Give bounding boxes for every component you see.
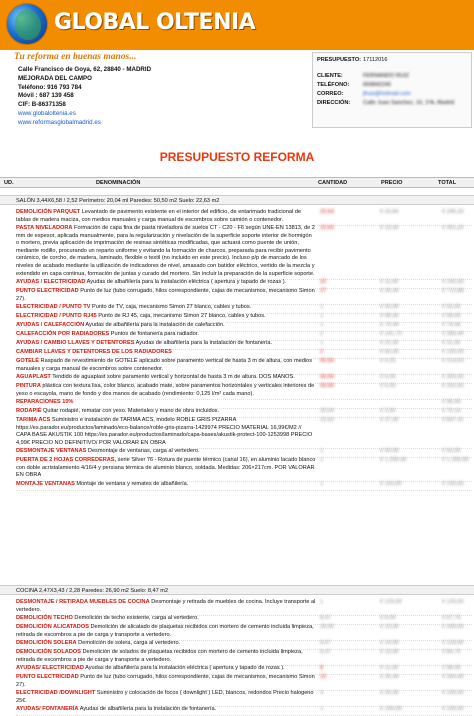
item-code: ELECTRICIDAD / PUNTO RJ45 <box>16 313 97 319</box>
budget-value: 17112016 <box>363 57 388 63</box>
table-row <box>16 349 316 357</box>
email-value: jfruiz@hotmail.com <box>363 91 411 97</box>
item-qty: 50,50 <box>320 383 334 389</box>
table-row <box>16 279 316 287</box>
company-link-2[interactable]: www.reformasglobalmadrid.es <box>18 118 101 126</box>
budget-label: PRESUPUESTO: <box>317 57 362 63</box>
table-row <box>16 288 316 303</box>
item-code: DESMONTAJE / RETIRADA MUEBLES DE COCINA <box>16 599 150 605</box>
item-price: € 8,00 <box>380 615 396 621</box>
item-qty: 22 <box>320 279 327 285</box>
item-code: RODAPIÉ <box>16 408 42 414</box>
col-total: TOTAL <box>438 180 457 186</box>
item-price: € 5,00 <box>380 383 396 389</box>
item-qty: 27 <box>320 288 327 294</box>
item-qty: 22,63 <box>320 209 334 215</box>
table-row <box>16 408 316 416</box>
item-qty: 1 <box>320 313 324 319</box>
item-total: € 70,14 <box>442 408 461 414</box>
client-label: CLIENTE: <box>317 73 343 79</box>
item-total: € 451,02 <box>442 225 464 231</box>
item-total: € 120,00 <box>442 349 464 355</box>
item-code: ELECTRICIDAD /DOWNLIGHT <box>16 690 96 696</box>
table-row <box>16 399 316 407</box>
item-qty: 1 <box>320 304 324 310</box>
company-cif: CIF: B-86371358 <box>18 101 66 109</box>
item-price: € 68,00 <box>380 313 399 319</box>
table-row <box>16 448 316 456</box>
company-address-1: Calle Francisco de Goya, 62, 28840 - MADRID <box>18 66 152 73</box>
item-price: € 10,00 <box>380 624 399 630</box>
item-code: CAMBIAR LLAVES Y DETENTORES DE LOS RADIADORES <box>16 349 172 355</box>
item-description: Suministro y colocación de focos ( downlight ) LED, blancos, redondos Precio halogeno 25€. <box>16 690 314 704</box>
item-price: € 55,00 <box>380 304 399 310</box>
table-row <box>16 374 316 382</box>
item-code: DEMOLICIÓN SOLADOS <box>16 649 81 655</box>
table-row <box>16 322 316 330</box>
item-price: € 37,00 <box>380 417 399 423</box>
item-qty: 22,63 <box>320 417 334 423</box>
item-total: € 303,00 <box>442 374 464 380</box>
table-row <box>16 706 316 714</box>
item-description: Punto de TV, caja, mecanismo Simon 27 blanco, cables y tubos. <box>90 304 252 310</box>
item-description: Raspado de revestimiento de GOTELÉ aplicado sobre paramento vertical de hasta 3 m de altura, con medios manuales y carga manual de escombros sobre contenedor. <box>16 358 312 372</box>
item-total: € 150,00 <box>442 481 464 487</box>
table-row <box>16 304 316 312</box>
table-row <box>16 615 316 623</box>
item-total: € 245,32 <box>442 209 464 215</box>
item-price: € 4,25 <box>380 358 396 364</box>
section-salon <box>0 195 474 205</box>
table-row <box>16 457 316 480</box>
item-description: plástica con textura lisa, color blanco, acabado mate, sobre paramentos horizontales y verticales interiores de yeso o escayola, mano de fondo y dos manos de acabado (rendimiento: 0,125 l/m² cada mano). <box>16 383 315 397</box>
item-total: € 50,00 <box>442 448 461 454</box>
table-row <box>16 313 316 321</box>
item-qty: 8,47 <box>320 649 331 655</box>
item-description: Punto de luz (tubo corrugado, hilos correspondiente, cajas de mecanismos, mecanismo Simon 27). <box>16 674 315 688</box>
col-name: DENOMINACIÓN <box>96 180 141 186</box>
item-description: Demolición de solera, carga al vertedero. <box>76 640 181 646</box>
item-total: € 67,76 <box>442 615 461 621</box>
item-description: Demolición de techo existente, carga al vertedero. <box>72 615 199 621</box>
item-description: Ayudas de albañilería para la instalación eléctrica ( apertura y tapado de rozas ). <box>83 665 285 671</box>
item-qty: 2 <box>320 331 324 337</box>
item-code: AYUDAS / CAMBIO LLAVES Y DETENTORES <box>16 340 135 346</box>
page-title: PRESUPUESTO REFORMA <box>159 150 315 164</box>
item-code: AYUDAS / CALEFACCIÓN <box>16 322 85 328</box>
table-row <box>16 674 316 689</box>
col-price: PRECIO <box>381 180 403 186</box>
item-qty: 22,63 <box>320 225 334 231</box>
item-code: PUERTA DE 2 HOJAS CORREDERAS, <box>16 457 117 463</box>
table-row <box>16 665 316 673</box>
item-description: Demolición de alicatado de plaquetas recibidos con mortero de cemento incluida limpieza, retirada de escombros a pie de carga y transporte a vertedero. <box>16 624 314 638</box>
table-row <box>16 331 316 339</box>
item-total: € 88,00 <box>442 665 461 671</box>
item-total: € 96,50 <box>442 399 461 405</box>
item-code: AYUDAS/ ELECTRICIDAD <box>16 665 84 671</box>
item-price: € 11,00 <box>380 665 399 671</box>
item-description: Tendido de aguaplast sobre paramento vertical y horizontal de hasta 3 m de altura. DOS MANOS. <box>50 374 295 380</box>
table-row <box>16 649 316 664</box>
item-total: € 118,58 <box>442 640 464 646</box>
item-total: € 269,00 <box>442 624 464 630</box>
item-description: Suministro e instalación de TARIMA ACS, modelo ROBLE GRIS PIZARRA https://es.parador.eu/productos/laminado/eco-balance/roble-gris-pizarra-1429974 PRECIO MATERIAL 16,99€/M2 // CAPA BASE AKUSTIK 100 https://es.parador.eu/productos/laminado/capa-bases/akustik-protect-100-1253998 PRECIO 4,99€ PRECIO NO DEFINITIVO/ POR VALORAR EN OBRA <box>16 417 313 446</box>
item-total: € 31,92 <box>442 340 461 346</box>
item-qty: 20,04 <box>320 408 334 414</box>
phone-label: TELÉFONO: <box>317 82 350 88</box>
header-band <box>0 0 474 50</box>
item-code: GOTELÉ <box>16 358 39 364</box>
item-total: € 252,50 <box>442 383 464 389</box>
phone-value: 669842240 <box>363 82 391 88</box>
section-cocina-label: COCINA 2,47X3,43 / 2,28 Paredes: 26,90 m2 Suelo: 8,47 m2 <box>16 588 169 594</box>
item-qty: 1 <box>320 322 324 328</box>
item-price: € 3,50 <box>380 408 396 414</box>
item-qty: 1 <box>320 599 324 605</box>
item-price: € 150,00 <box>380 481 402 487</box>
item-qty: 8 <box>320 665 324 671</box>
table-row <box>16 624 316 639</box>
table-row <box>16 690 316 705</box>
item-total: € 242,00 <box>442 279 464 285</box>
item-code: TARIMA ACS <box>16 417 51 423</box>
company-info <box>18 66 151 128</box>
item-price: € 100,00 <box>380 706 402 712</box>
logo-text: GLOBAL OLTENIA <box>54 10 256 35</box>
item-total: € 68,00 <box>442 313 461 319</box>
item-description: Quitar rodapié, rematar con yeso. Materiales y mano de obra incluidos. <box>41 408 220 414</box>
item-code: DEMOLICIÓN TECHO <box>16 615 73 621</box>
item-code: AYUDAS / ELECTRICIDAD <box>16 279 86 285</box>
item-total: € 100,00 <box>442 706 464 712</box>
item-code: PUNTO ELECTRICIDAD <box>16 674 79 680</box>
item-description: Formación de capa fina de pasta niveladora de suelos CT - C20 - F6 según UNE-EN 13813, de 2 mm de espesor, aplicada manualmente, para la regularización y nivelación de la superficie soporte interior de hormigón o mortero, previa aplicación de imprimación de resinas sintéticas modificadas, que actuará como puente de unión, mediante rodillo, procurando un reparto uniforme y evitando la formación de charcos, preparada para recibir pavimento cerámico, de corcho, de madera, laminado, flexible o textil (no incluido en este precio). Incluso p/p de marcado de los niveles de acabado mediante la utilización de indicadores de nivel, amasado con batidor eléctrico, vertido de la mezcla y extendido en capa continua, formación de juntas y curado del mortero. Sin incluir la preparación de la superficie soporte. <box>16 225 315 277</box>
item-code: DEMOLICIÓN PARQUET <box>16 209 81 215</box>
item-code: REPARACIONES 10% <box>16 399 74 405</box>
item-price: € 1.200,00 <box>380 457 407 463</box>
item-description: Desmontaje de ventanas, carga al vertedero. <box>86 448 200 454</box>
item-code: PASTA NIVELADORA <box>16 225 73 231</box>
item-price: € 10,00 <box>380 649 399 655</box>
item-total: € 713,88 <box>442 288 464 294</box>
item-price: € 26,44 <box>380 674 399 680</box>
item-description: Ayudas de albañilería para la instalación eléctrica ( apertura y tapado de rozas ). <box>85 279 287 285</box>
table-row <box>16 599 316 614</box>
item-total: € 74,44 <box>442 322 461 328</box>
table-row <box>16 417 316 447</box>
item-qty: 10 <box>320 674 327 680</box>
item-qty: 8,47 <box>320 640 331 646</box>
table-row <box>16 481 316 489</box>
item-description: Desmontaje y retirada de muebles de cocina. Incluye transporte al vertedero. <box>16 599 316 613</box>
item-qty: 1 <box>320 340 324 346</box>
email-label: CORREO: <box>317 91 344 97</box>
address-label: DIRECCIÓN: <box>317 100 351 106</box>
item-qty: 4 <box>320 690 324 696</box>
item-qty: 50,50 <box>320 374 334 380</box>
item-qty: 2 <box>320 349 324 355</box>
item-code: AYUDAS/ FONTANERÍA <box>16 706 79 712</box>
item-code: PUNTO ELECTRICIDAD <box>16 288 79 294</box>
item-description: Levantado de pavimento existente en el interior del edificio, de entarimado tradicional de tablas de madera maciza, con medios manuales y carga manual de escombros sobre camión o contenedor. <box>16 209 302 223</box>
item-description: Montaje de ventana y remates de albañilería. <box>74 481 189 487</box>
item-qty: 1 <box>320 706 324 712</box>
company-mobile: Móvil : 687 139 458 <box>18 92 74 100</box>
item-total: € 837,31 <box>442 417 464 423</box>
item-total: € 120,00 <box>442 599 464 605</box>
globe-logo-icon <box>6 3 48 45</box>
slogan: Tu reforma en buenas manos... <box>14 52 137 62</box>
item-description: Ayudas de albañilería para la instalación de fontanería. <box>134 340 273 346</box>
item-total: € 84,70 <box>442 649 461 655</box>
item-price: € 19,93 <box>380 225 399 231</box>
row-divider <box>16 490 472 491</box>
item-code: CALEFACCIÓN POR RADIADORES <box>16 331 110 337</box>
item-total: € 55,00 <box>442 304 461 310</box>
item-code: AGUAPLAST <box>16 374 51 380</box>
section-salon-label: SALÓN 3,44X6,58 / 2,52 Perímetro: 20,04 ml Paredes: 50,50 m2 Suelo: 22,63 m2 <box>16 198 220 204</box>
company-phone: Teléfono: 916 793 784 <box>18 83 82 91</box>
client-value: FERNANDO RUIZ <box>363 73 409 79</box>
address-value: Calle Juan Sanchez, 16, 1ºA, Madrid <box>363 100 455 106</box>
section-cocina <box>0 585 474 595</box>
item-price: € 60,00 <box>380 349 399 355</box>
item-description: Punto de RJ 45, caja, mecanismo Simon 27 blanco, cables y tubos. <box>96 313 266 319</box>
company-address-2: MEJORADA DEL CAMPO <box>18 74 92 82</box>
item-total: € 283,46 <box>442 331 464 337</box>
item-code: DEMOLICIÓN ALICATADOS <box>16 624 89 630</box>
item-price: € 25,00 <box>380 690 399 696</box>
item-code: DEMOLICIÓN SOLERA <box>16 640 77 646</box>
item-description: serie Silver 76 - Rotura de puente térmico (canal 16), en aluminio lacado blanco con doble acristalamiento 4/16/4 y persiana térmica de aluminio blanco, soldada. Medidas: 206×217cm. POR VALORAR EN OBRA <box>16 457 316 479</box>
table-row <box>16 225 316 278</box>
item-total: € 1.200,00 <box>442 457 469 463</box>
col-ud: UD. <box>4 180 14 186</box>
item-price: € 74,44 <box>380 322 399 328</box>
item-price: € 120,00 <box>380 599 402 605</box>
item-code: PINTURA <box>16 383 41 389</box>
table-row <box>16 209 316 224</box>
table-row <box>16 340 316 348</box>
item-description: Puntos de fontanería para radiador. <box>109 331 199 337</box>
item-price: € 26,44 <box>380 288 399 294</box>
item-price: € 31,92 <box>380 340 399 346</box>
row-divider <box>16 715 472 716</box>
item-qty: 1 <box>320 457 324 463</box>
item-qty: 8,47 <box>320 615 331 621</box>
item-qty: 1 <box>320 481 324 487</box>
item-price: € 11,00 <box>380 279 399 285</box>
item-price: € 6,00 <box>380 374 396 380</box>
item-description: Punto de luz (tubo corrugado, hilos correspondiente, cajas de mecanismos, mecanismo Simon 27). <box>16 288 315 302</box>
item-qty: 50,50 <box>320 358 334 364</box>
column-header <box>0 177 474 188</box>
item-qty: 26,90 <box>320 624 334 630</box>
item-price: € 14,00 <box>380 640 399 646</box>
item-price: € 10,84 <box>380 209 399 215</box>
company-link-1[interactable]: www.globaloltenia.es <box>18 109 76 117</box>
client-box <box>312 52 472 128</box>
item-description: Demolición de solados de plaquetas recibidos con mortero de cemento incluida limpieza, retirada de escombros a pie de carga y transporte a vertedero. <box>16 649 303 663</box>
item-description: Ayudas de albañilería para la instalación de fontanería. <box>78 706 217 712</box>
item-total: € 264,40 <box>442 674 464 680</box>
item-description: Ayudas de albañilería para la instalación de calefacción. <box>84 322 225 328</box>
item-total: € 214,63 <box>442 358 464 364</box>
item-price: € 141,73 <box>380 331 402 337</box>
item-total: € 100,00 <box>442 690 464 696</box>
item-code: ELECTRICIDAD / PUNTO TV <box>16 304 91 310</box>
table-row <box>16 640 316 648</box>
item-qty: 1 <box>320 448 324 454</box>
table-row <box>16 383 316 398</box>
item-code: DESMONTAJE VENTANAS <box>16 448 87 454</box>
table-row <box>16 358 316 373</box>
col-qty: CANTIDAD <box>318 180 348 186</box>
item-code: MONTAJE VENTANAS <box>16 481 75 487</box>
item-price: € 50,00 <box>380 448 399 454</box>
